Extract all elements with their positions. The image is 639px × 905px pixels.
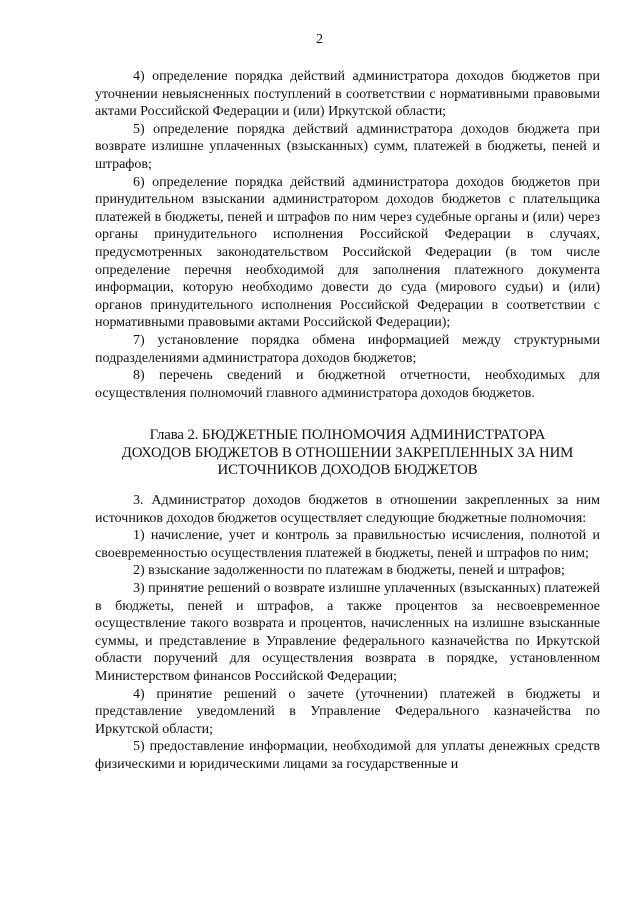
list-item: 5) предоставление информации, необходимой для уплаты денежных средств физическими и юридическими лицами за государственные и <box>95 739 600 772</box>
list-item: 4) принятие решений о зачете (уточнении) платежей в бюджеты и представление уведомлений в Управление Федерального казначейства по Иркутской области; <box>95 686 600 737</box>
powers-list-top <box>95 68 600 402</box>
list-item: 6) определение порядка действий администратора доходов бюджетов при принудительном взыскании администратором доходов бюджетов с плательщика платежей в бюджеты, пеней и штрафов по ним через судебные органы и (или) через органы принудительного исполнения Российской Федерации в случаях, предусмотренных законодательством Российской Федерации (в том числе определение перечня необходимой для заполнения платежного документа информации, которую необходимо довести до суда (мирового судьи) и (или) органов принудительного исполнения Российской Федерации в соответствии с нормативными правовыми актами Российской Федерации); <box>95 174 600 331</box>
chapter-heading <box>95 427 600 480</box>
list-item: 1) начисление, учет и контроль за правильностью исчисления, полнотой и своевременностью осуществления платежей в бюджеты, пеней и штрафов по ним; <box>95 528 600 561</box>
list-item: 5) определение порядка действий администратора доходов бюджета при возврате излишне уплаченных (взысканных) сумм, платежей в бюджеты, пеней и штрафов; <box>95 121 600 172</box>
list-item: 2) взыскание задолженности по платежам в бюджеты, пеней и штрафов; <box>133 563 565 579</box>
list-item: 7) установление порядка обмена информацией между структурными подразделениями администратора доходов бюджетов; <box>95 332 600 366</box>
list-item: 8) перечень сведений и бюджетной отчетности, необходимых для осуществления полномочий главного администратора доходов бюджетов. <box>95 368 600 401</box>
chapter-heading-line: Глава 2. БЮДЖЕТНЫЕ ПОЛНОМОЧИЯ АДМИНИСТРАТОРА <box>149 427 546 443</box>
chapter-heading-line: ИСТОЧНИКОВ ДОХОДОВ БЮДЖЕТОВ <box>217 462 478 478</box>
chapter-heading-line: ДОХОДОВ БЮДЖЕТОВ В ОТНОШЕНИИ ЗАКРЕПЛЕННЫХ ЗА НИМ <box>121 444 574 461</box>
list-item: 4) определение порядка действий администратора доходов бюджетов при уточнении невыясненных поступлений в соответствии с нормативными правовыми актами Российской Федерации и (или) Иркутской области; <box>95 69 600 120</box>
list-item: 3) принятие решений о возврате излишне уплаченных (взысканных) платежей в бюджеты, пеней и штрафов, а также процентов за несвоевременное осуществление такого возврата и процентов, начисленных на излишне взысканные суммы, и представление в Управление федерального казначейства по Иркутской области поручений для осуществления возврата в порядке, установленном Министерством финансов Российской Федерации; <box>95 580 600 684</box>
page-number: 2 <box>316 32 323 47</box>
powers-list-bottom <box>95 492 600 774</box>
section-paragraph: 3. Администратор доходов бюджетов в отношении закрепленных за ним источников доходов бюджетов осуществляет следующие бюджетные полномочия: <box>95 493 600 526</box>
